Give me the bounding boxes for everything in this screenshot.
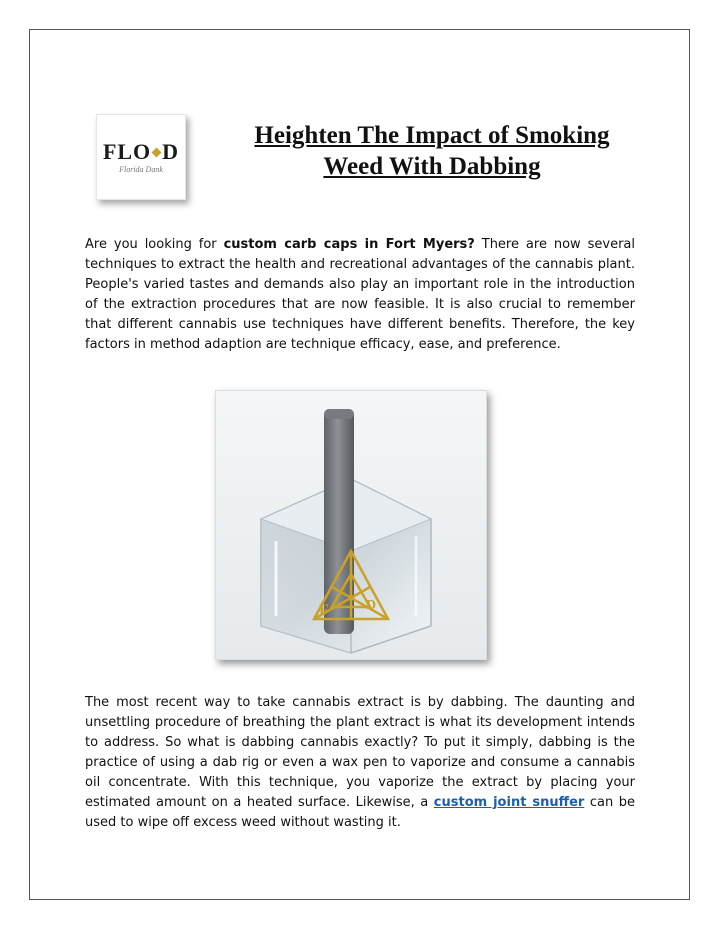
- logo-wordmark: [97, 139, 185, 165]
- emblem-letter-left: F: [319, 602, 329, 619]
- dabbing-text-start: The most recent way to take cannabis extract is by dabbing. The daunting and unsettling procedure of breathing the plant extract is what its development intends to address. So what is dabbing cannabis exactly? To put it simply, dabbing is the practice of using a dab rig or even a wax pen to vaporize and consume a cannabis oil concentrate. With this technique, you vaporize the extract by placing your estimated amount on a heated surface. Likewise, a: [85, 695, 635, 810]
- product-image: [215, 390, 487, 660]
- tool-rod: [324, 409, 354, 634]
- logo-text-left: FLO: [102, 139, 152, 164]
- custom-joint-snuffer-link[interactable]: custom joint snuffer: [433, 795, 585, 810]
- emblem-letter-right: D: [366, 598, 377, 613]
- logo-text-right: D: [162, 139, 180, 164]
- logo-tagline: Florida Dank: [119, 165, 163, 174]
- intro-paragraph: [85, 235, 635, 355]
- dabbing-text-end: can be used to wipe off excess weed without wasting it.: [85, 795, 636, 830]
- intro-text-end: There are now several techniques to extract the health and recreational advantages of the cannabis plant. People's varied tastes and demands also play an important role in the introduction of the extraction procedures that are now feasible. It is also crucial to remember that different cannabis use techniques have different benefits. Therefore, the key factors in method adaption are technique efficacy, ease, and preference.: [85, 237, 635, 352]
- brand-logo: [96, 114, 186, 200]
- intro-text-start: Are you looking for: [85, 237, 224, 252]
- dabbing-paragraph: [85, 693, 635, 833]
- leaf-icon: [152, 148, 162, 158]
- intro-bold-phrase: custom carb caps in Fort Myers?: [223, 237, 475, 252]
- page-title: Heighten The Impact of Smoking Weed With Dabbing: [254, 122, 610, 180]
